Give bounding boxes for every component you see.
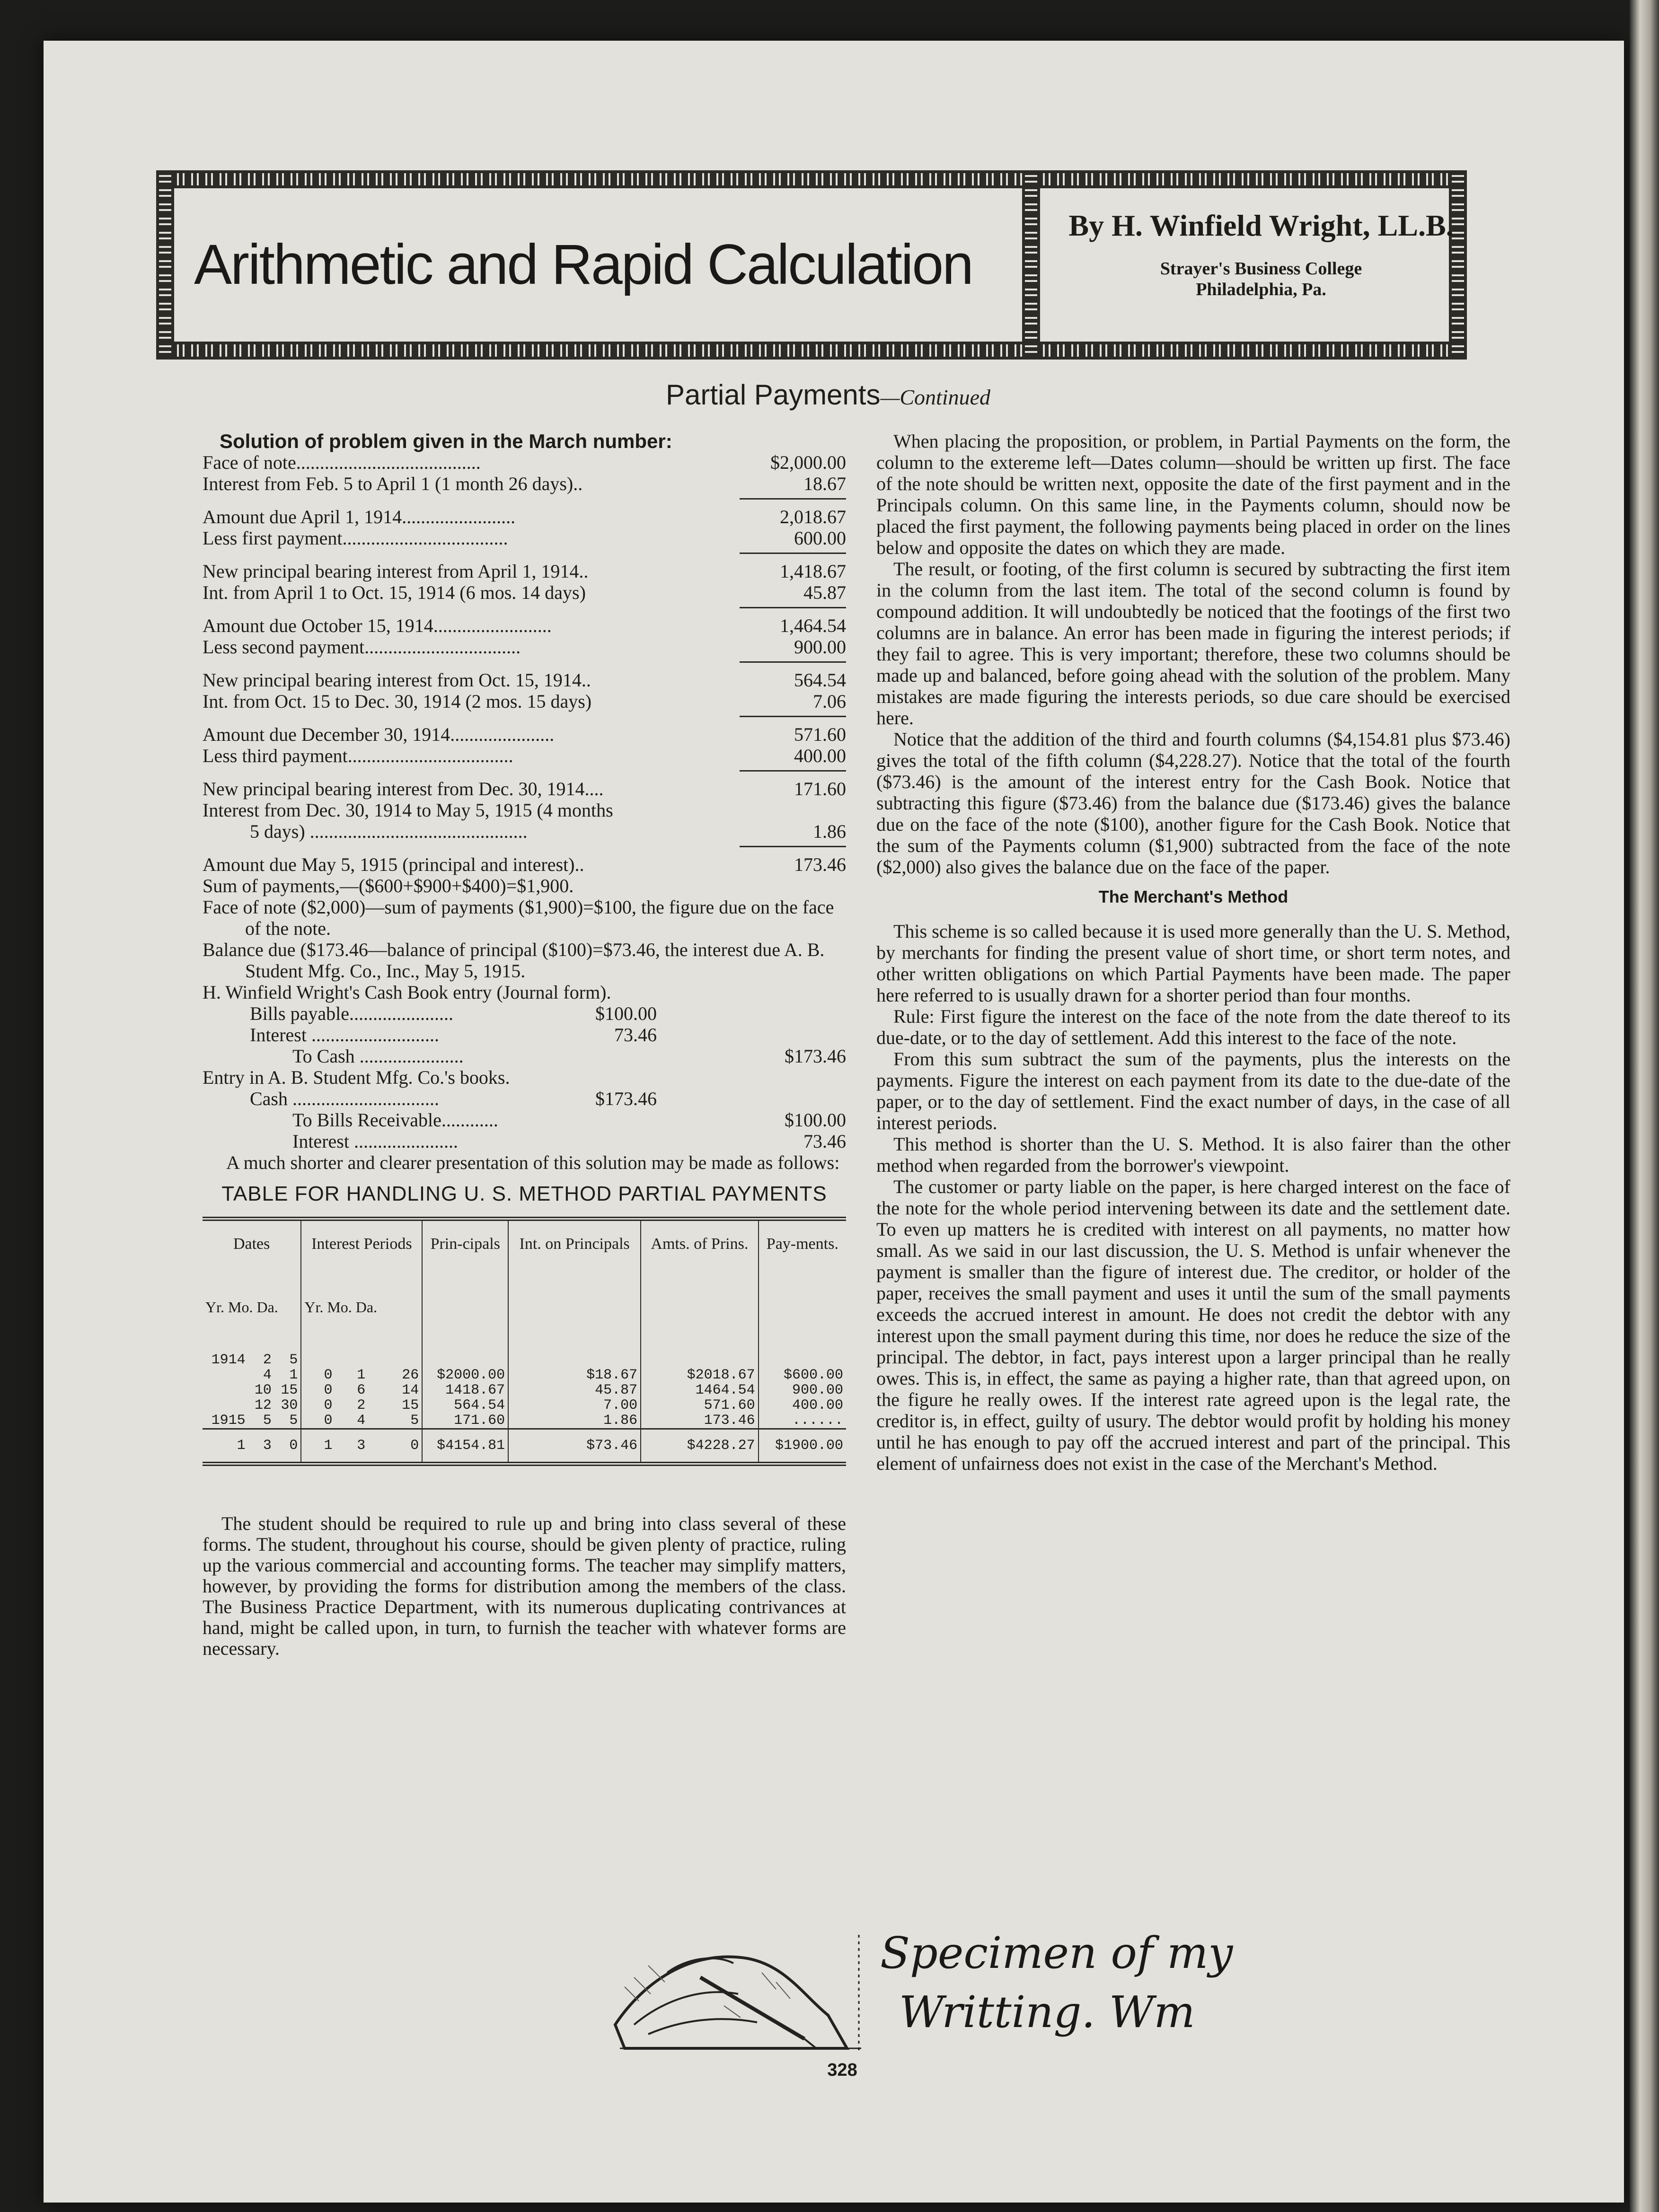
total-id: 0 (368, 1429, 422, 1464)
table-row (203, 1413, 846, 1429)
sum-rule (740, 661, 846, 663)
ledger-value: 1,418.67 (780, 561, 846, 582)
total-im: 3 (335, 1429, 368, 1464)
ledger-line: A much shorter and clearer presentation of this solution may be made as follows: (226, 1152, 840, 1173)
left-column (203, 430, 846, 1659)
cell-yr: 1914 (211, 1352, 246, 1368)
table-totals-row (203, 1429, 846, 1464)
section-continued: —Continued (880, 385, 991, 409)
table-subheader-row (203, 1291, 846, 1352)
col-payments: Pay-ments. (766, 1235, 838, 1253)
sum-rule (740, 607, 846, 608)
ledger-row (203, 745, 846, 766)
banner-divider (1022, 170, 1040, 360)
ledger-row (203, 527, 846, 549)
ledger-line: H. Winfield Wright's Cash Book entry (Journal form). (203, 982, 611, 1003)
ledger-row (203, 778, 846, 799)
ledger-row (203, 582, 846, 603)
table-row (203, 1398, 846, 1413)
cell-iy: 0 (324, 1367, 333, 1383)
sum-rule (740, 716, 846, 717)
cell-mo: 5 (263, 1413, 272, 1429)
ledger-label: Less third payment................................... (203, 745, 513, 766)
ledger-value: 2,018.67 (780, 506, 846, 527)
sum-rule (740, 770, 846, 772)
col-amts-of-prins: Amts. of Prins. (641, 1219, 758, 1291)
ledger-label: Amount due April 1, 1914........................ (203, 506, 516, 527)
hand-with-pen-icon (606, 1906, 1233, 2063)
ledger-label: New principal bearing interest from Oct. 15, 1914.. (203, 669, 591, 691)
subheader-periods: Yr. Mo. Da. (301, 1291, 422, 1352)
total-prin: $4154.81 (422, 1429, 508, 1464)
ledger-line: Balance due ($173.46—balance of principal ($100)=$73.46, the interest due A. B. Student Mfg. Co., Inc., May 5, 1915. (203, 939, 825, 982)
table-caption: TABLE FOR HANDLING U. S. METHOD PARTIAL PAYMENTS (221, 1182, 827, 1205)
total-int: $73.46 (508, 1429, 641, 1464)
cell-id: 26 (368, 1368, 422, 1383)
ledger-label: New principal bearing interest from April 1, 1914.. (203, 561, 589, 582)
col-int-on-principals: Int. on Principals (508, 1219, 641, 1291)
cell-prin (422, 1352, 508, 1368)
ledger-row (203, 691, 846, 712)
ledger-row (203, 636, 846, 658)
ledger-value: 1,464.54 (780, 615, 846, 636)
journal-row (203, 1003, 846, 1024)
table-row (203, 1352, 846, 1368)
cell-prin: $2000.00 (422, 1368, 508, 1383)
journal-row (203, 1024, 846, 1045)
paragraph: From this sum subtract the sum of the payments, plus the interests on the payments. Figure the interest on each payment from its date to the due-date of the paper, or to the day of settlement. Find the exact number of days, in the case of all interest periods. (876, 1048, 1510, 1133)
ledger-label: 5 days) .............................................. (250, 821, 528, 842)
cell-amt: 1464.54 (641, 1383, 758, 1398)
section-title (568, 378, 1088, 411)
paragraph: The result, or footing, of the first column is secured by subtracting the first item in the column from the last item. The total of the second column is found by compound addition. It will undoubtedly be noticed that the footings of the first two columns are in balance. An error has been made in figuring the interest periods; if they fail to agree. This is very important; therefore, these two columns should be made up and balanced, before going ahead with the solution of the problem. Many mistakes are made figuring the interests periods, so due care should be exercised here. (876, 558, 1510, 729)
ledger-line: Entry in A. B. Student Mfg. Co.'s books. (203, 1067, 510, 1088)
cell-im: 2 (357, 1397, 366, 1413)
journal-row (203, 1045, 846, 1067)
cell-da: 5 (274, 1352, 301, 1368)
journal-amount: 73.46 (614, 1024, 657, 1045)
header-banner (156, 170, 1467, 360)
cell-int: 1.86 (508, 1413, 641, 1429)
cell-int: $18.67 (508, 1368, 641, 1383)
total-amt: $4228.27 (641, 1429, 758, 1464)
article-title: Arithmetic and Rapid Calculation (194, 233, 972, 296)
journal-amount: $173.46 (785, 1045, 846, 1067)
ledger-heading: Solution of problem given in the March number: (220, 430, 672, 452)
ledger-label: Int. from April 1 to Oct. 15, 1914 (6 mos. 14 days) (203, 582, 586, 603)
sum-rule (740, 846, 846, 847)
page-number: 328 (827, 2060, 857, 2080)
cell-yr (203, 1398, 248, 1413)
signature-line-2: Writting. Wm (899, 1987, 1195, 2037)
ledger-line: Face of note ($2,000)—sum of payments ($1,900)=$100, the figure due on the face of the note. (203, 896, 834, 939)
signature-illustration (606, 1906, 1233, 2063)
ledger-value: 600.00 (794, 527, 846, 549)
cell-da: 5 (274, 1413, 301, 1429)
ledger-label: New principal bearing interest from Dec. 30, 1914.... (203, 778, 604, 799)
ledger-row (203, 821, 846, 842)
table-header-row (203, 1219, 846, 1291)
ledger-label: Amount due May 5, 1915 (principal and interest).. (203, 854, 584, 875)
school-line-2: Philadelphia, Pa. (1196, 280, 1326, 299)
journal-label: To Bills Receivable............ (292, 1109, 498, 1131)
cell-amt: $2018.67 (641, 1368, 758, 1383)
cell-amt: 571.60 (641, 1398, 758, 1413)
closing-paragraph: The student should be required to rule up and bring into class several of these forms. The student, throughout his course, should be given plenty of practice, ruling up the various commercial and accounting forms. The teacher may simplify matters, however, by providing the forms for distribution among the members of the class. The Business Practice Department, with its numerous duplicating contrivances at hand, might be called upon, in turn, to furnish the teacher with whatever forms are necessary. (203, 1513, 846, 1659)
journal-label: Interest ........................... (250, 1024, 439, 1045)
col-dates: Dates (203, 1219, 301, 1291)
ledger-value: 45.87 (803, 582, 846, 603)
col-principals: Prin-cipals (422, 1219, 508, 1291)
cell-da: 1 (274, 1368, 301, 1383)
subheading: The Merchant's Method (1098, 887, 1288, 906)
cell-pay: ...... (792, 1413, 843, 1429)
cell-im: 4 (357, 1413, 366, 1429)
ledger-line: Sum of payments,—($600+$900+$400)=$1,900. (203, 875, 574, 896)
ledger-value: 173.46 (794, 854, 846, 875)
ledger-value: 18.67 (803, 473, 846, 494)
sum-rule (740, 498, 846, 500)
journal-label: Interest ...................... (292, 1131, 458, 1152)
cell-pay (759, 1352, 846, 1368)
total-da: 0 (274, 1429, 301, 1464)
ledger-label: Interest from Feb. 5 to April 1 (1 month 26 days).. (203, 473, 583, 494)
cell-da: 15 (274, 1383, 301, 1398)
banner-border-bottom (156, 342, 1467, 360)
book-edge (1630, 0, 1659, 2212)
cell-id (368, 1352, 422, 1368)
cell-iy (301, 1352, 335, 1368)
cell-prin: 564.54 (422, 1398, 508, 1413)
journal-row (203, 1109, 846, 1131)
cell-prin: 1418.67 (422, 1383, 508, 1398)
journal-amount: $173.46 (595, 1088, 657, 1109)
ledger-row (203, 452, 846, 473)
sum-rule (740, 553, 846, 554)
cell-int: 45.87 (508, 1383, 641, 1398)
cell-im: 6 (357, 1382, 366, 1398)
ledger-line: Interest from Dec. 30, 1914 to May 5, 1915 (4 months (203, 799, 613, 821)
cell-pay: 400.00 (792, 1397, 843, 1413)
ledger-row (203, 615, 846, 636)
cell-mo: 12 (254, 1397, 272, 1413)
ledger-label: Less second payment................................. (203, 636, 521, 658)
cell-int: 7.00 (508, 1398, 641, 1413)
cell-id: 15 (368, 1398, 422, 1413)
section-title-text: Partial Payments (665, 379, 881, 411)
cell-im: 1 (357, 1367, 366, 1383)
cell-yr (203, 1383, 248, 1398)
ledger-value: 900.00 (794, 636, 846, 658)
ledger-value: 571.60 (794, 724, 846, 745)
total-yr: 1 (203, 1429, 248, 1464)
ledger-value: $2,000.00 (770, 452, 846, 473)
journal-amount: $100.00 (785, 1109, 846, 1131)
cell-mo: 10 (254, 1382, 272, 1398)
cell-yr: 1915 (211, 1413, 246, 1429)
ledger-row (203, 669, 846, 691)
journal-amount: $100.00 (595, 1003, 657, 1024)
paragraph: Rule: First figure the interest on the face of the note from the date thereof to its due-date, or to the day of settlement. Add this interest to the face of the note. (876, 1006, 1510, 1048)
cell-pay: 900.00 (792, 1382, 843, 1398)
total-mo: 3 (248, 1429, 274, 1464)
cell-da: 30 (274, 1398, 301, 1413)
banner-border-left (156, 170, 174, 360)
cell-id: 5 (368, 1413, 422, 1429)
banner-border-top (156, 170, 1467, 188)
journal-row (203, 1088, 846, 1109)
cell-prin: 171.60 (422, 1413, 508, 1429)
paragraph: Notice that the addition of the third and fourth columns ($4,154.81 plus $73.46) gives the total of the fifth column ($4,228.27). Notice that the total of the fourth ($73.46) is the amount of the interest entry for the Cash Book. Notice that subtracting this figure ($73.46) from the balance due ($173.46) gives the balance due on the face of the note ($100), another figure for the Cash Book. Notice that the sum of the Payments column ($1,900) subtracted from the face of the note ($2,000) also gives the balance due on the face of the paper. (876, 729, 1510, 878)
paragraph: The customer or party liable on the paper, is here charged interest on the face of the note for the whole period intervening between its date and the settlement date. To even up matters he is credited with interest on all payments, no matter how small. As we said in our last discussion, the U. S. Method is unfair whenever the payment is smaller than the figure of interest due. The creditor, or holder of the paper, receives the small payment and uses it until the sum of the small payments exceeds the accrued interest in amount. He does not credit the debtor with any interest upon the small payment during this time, nor does he reduce the size of the principal. The debtor, in fact, pays interest upon a larger principal than he really owes. This is, in effect, the same as paying a higher rate, than that agreed upon, on the figure he really owes. If the interest rate agreed upon is the legal rate, the creditor is, in effect, guilty of usury. The debtor would profit by holding his money until he has enough to pay off the accrued interest and part of the principal. This element of unfairness does not exist in the case of the Merchant's Method. (876, 1176, 1510, 1474)
table-row (203, 1383, 846, 1398)
ledger-value: 400.00 (794, 745, 846, 766)
journal-label: Cash ............................... (250, 1088, 439, 1109)
subheader-dates: Yr. Mo. Da. (203, 1291, 301, 1352)
ledger-label: Int. from Oct. 15 to Dec. 30, 1914 (2 mos. 15 days) (203, 691, 592, 712)
journal-row (203, 1131, 846, 1152)
cell-yr (203, 1368, 248, 1383)
cell-im (335, 1352, 368, 1368)
cell-amt (641, 1352, 758, 1368)
total-pay: $1900.00 (759, 1429, 846, 1464)
cell-iy: 0 (324, 1413, 333, 1429)
col-interest-periods: Interest Periods (301, 1219, 422, 1291)
ledger-row (203, 561, 846, 582)
table-row (203, 1368, 846, 1383)
ledger-label: Amount due December 30, 1914...................... (203, 724, 555, 745)
cell-pay: $600.00 (783, 1367, 843, 1383)
ledger-value: 7.06 (813, 691, 846, 712)
ledger-row (203, 473, 846, 494)
total-iy: 1 (301, 1429, 335, 1464)
ledger-label: Less first payment................................... (203, 527, 508, 549)
ledger-value: 1.86 (813, 821, 846, 842)
ledger-value: 171.60 (794, 778, 846, 799)
ledger-value: 564.54 (794, 669, 846, 691)
cell-id: 14 (368, 1383, 422, 1398)
journal-label: Bills payable...................... (250, 1003, 453, 1024)
author-school (1060, 258, 1462, 300)
partial-payments-table (203, 1217, 846, 1466)
journal-label: To Cash ...................... (292, 1045, 464, 1067)
journal-amount: 73.46 (803, 1131, 846, 1152)
ledger-row (203, 854, 846, 875)
paragraph: This scheme is so called because it is used more generally than the U. S. Method, by merchants for finding the present value of short time, or short term notes, and other written obligations on which Partial Payments have been made. The paper here referred to is usually drawn for a shorter period than four months. (876, 921, 1510, 1006)
paragraph: This method is shorter than the U. S. Method. It is also fairer than the other method when regarded from the borrower's viewpoint. (876, 1133, 1510, 1176)
cell-iy: 0 (324, 1382, 333, 1398)
ledger-row (203, 506, 846, 527)
right-column (876, 430, 1510, 1474)
school-line-1: Strayer's Business College (1160, 259, 1362, 279)
cell-mo: 4 (263, 1367, 272, 1383)
ledger-label: Face of note....................................... (203, 452, 481, 473)
cell-iy: 0 (324, 1397, 333, 1413)
cell-mo: 2 (263, 1352, 272, 1368)
ledger-label: Amount due October 15, 1914......................... (203, 615, 552, 636)
cell-amt: 173.46 (641, 1413, 758, 1429)
signature-line-1: Specimen of my (880, 1928, 1233, 1978)
paragraph: When placing the proposition, or problem, in Partial Payments on the form, the column to the extereme left—Dates column—should be written up first. The face of the note should be written next, opposite the date of the first payment and in the Principals column. On this same line, in the Payments column, should now be placed the first payment, the following payments being placed in order on the lines below and opposite the dates on which they are made. (876, 430, 1510, 558)
author-block (1060, 208, 1462, 300)
author-name: By H. Winfield Wright, LL.B. (1068, 209, 1454, 242)
ledger-row (203, 724, 846, 745)
cell-int (508, 1352, 641, 1368)
